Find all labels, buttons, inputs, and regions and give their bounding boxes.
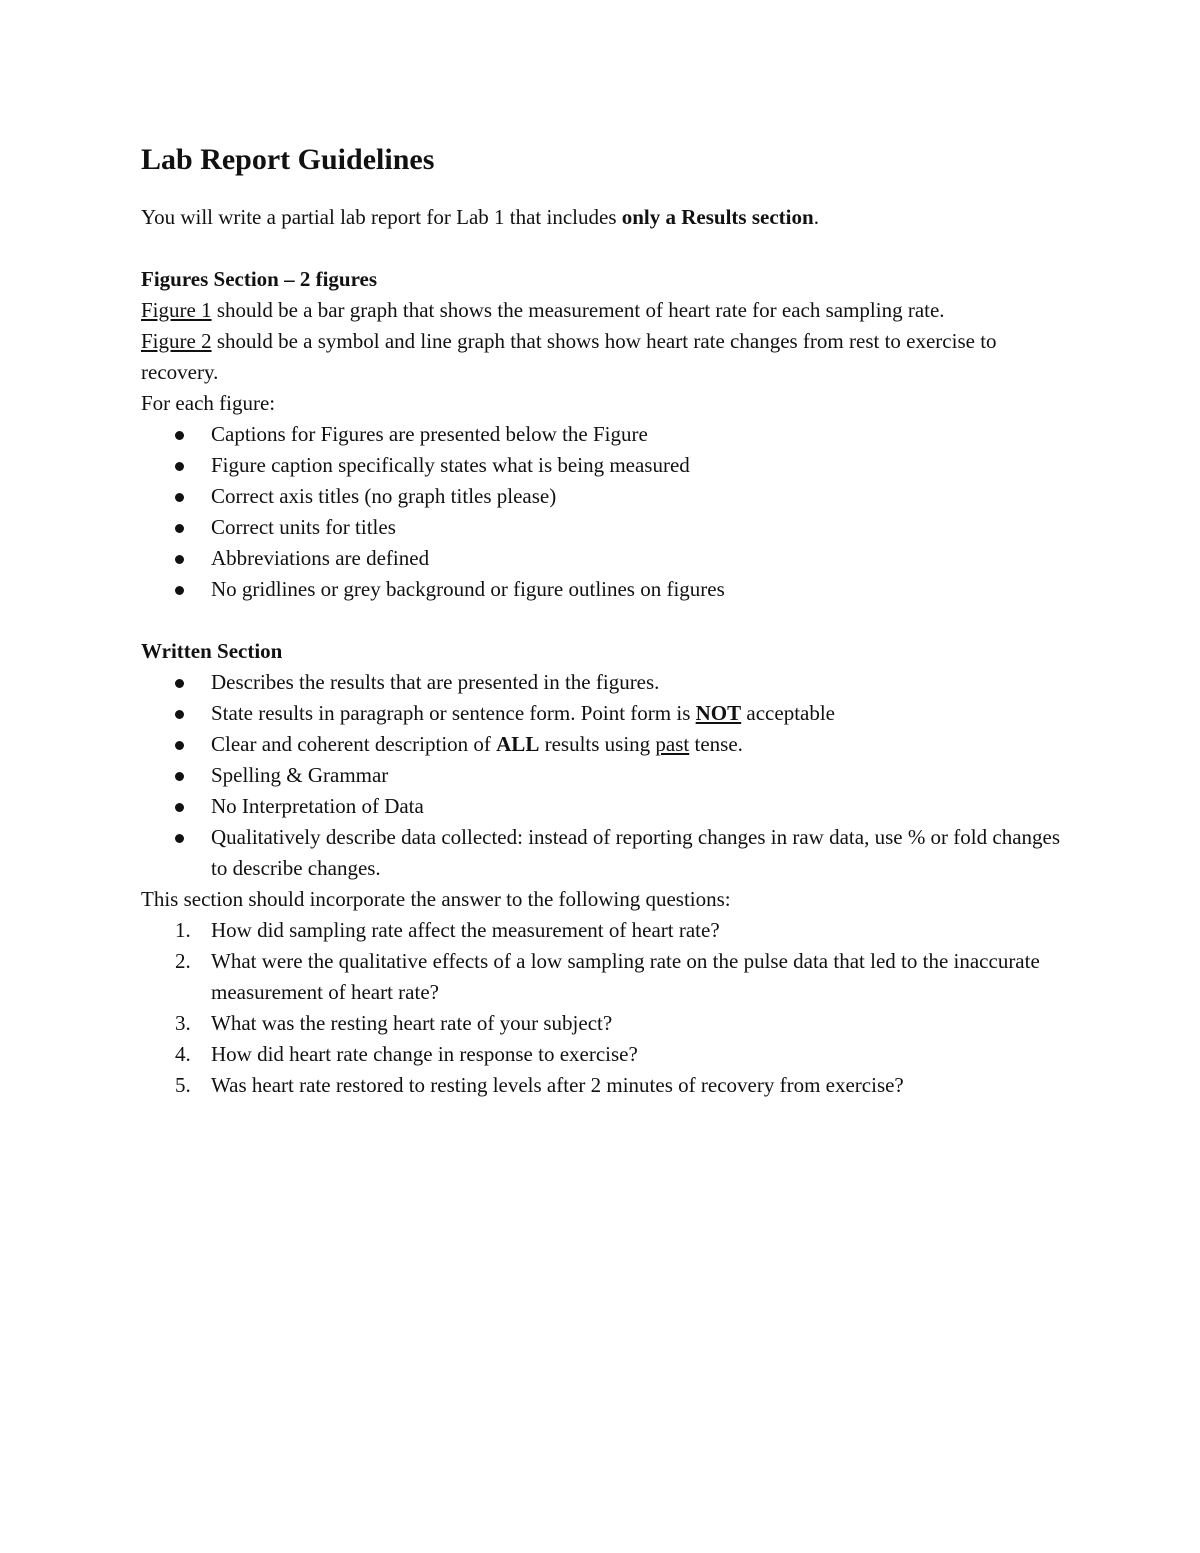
bullet-icon	[175, 803, 184, 812]
list-number: 1.	[175, 918, 191, 942]
intro-paragraph	[141, 202, 1061, 233]
figures-section-heading: Figures Section – 2 figures	[141, 267, 378, 291]
list-number: 3.	[175, 1011, 191, 1035]
list-item-text: What were the qualitative effects of a low sampling rate on the pulse data that led to the inaccurate measurement of heart rate?	[211, 949, 1040, 1004]
figure2-label: Figure 2	[141, 329, 212, 353]
list-item	[141, 915, 1061, 946]
list-item-text-end: tense.	[689, 732, 743, 756]
bullet-icon	[175, 493, 184, 502]
figure2-text: should be a symbol and line graph that shows how heart rate changes from rest to exercise to recovery.	[141, 329, 997, 384]
list-item	[141, 574, 1061, 605]
list-item	[141, 481, 1061, 512]
list-item-text: What was the resting heart rate of your subject?	[211, 1011, 613, 1035]
list-item-text: Was heart rate restored to resting levels after 2 minutes of recovery from exercise?	[211, 1073, 904, 1097]
figure1-text: should be a bar graph that shows the measurement of heart rate for each sampling rate.	[211, 298, 945, 322]
incorporate-questions-label: This section should incorporate the answer to the following questions:	[141, 887, 731, 911]
list-item-text-middle: results using	[539, 732, 656, 756]
written-requirements-list	[141, 667, 1061, 884]
list-item-text: Describes the results that are presented in the figures.	[211, 670, 660, 694]
intro-end: .	[813, 205, 819, 229]
bullet-icon	[175, 834, 184, 843]
list-item-text: Captions for Figures are presented below the Figure	[211, 422, 648, 446]
emphasis-past: past	[655, 732, 690, 756]
questions-list	[141, 915, 1061, 1101]
list-item	[141, 946, 1061, 1008]
list-item	[141, 1039, 1061, 1070]
list-item-text: Figure caption specifically states what is being measured	[211, 453, 690, 477]
bullet-icon	[175, 741, 184, 750]
list-item-text: Correct axis titles (no graph titles please)	[211, 484, 557, 508]
figure1-description	[141, 295, 1061, 326]
list-item	[141, 760, 1061, 791]
list-item-text: Abbreviations are defined	[211, 546, 430, 570]
bullet-icon	[175, 710, 184, 719]
figure-requirements-list	[141, 419, 1061, 605]
list-item	[141, 791, 1061, 822]
bullet-icon	[175, 772, 184, 781]
list-item-text-end: acceptable	[741, 701, 835, 725]
intro-bold-text: only a Results section	[621, 205, 814, 229]
list-item	[141, 667, 1061, 698]
bullet-icon	[175, 524, 184, 533]
bullet-icon	[175, 586, 184, 595]
figure1-label: Figure 1	[141, 298, 212, 322]
list-number: 4.	[175, 1042, 191, 1066]
list-item-text: How did heart rate change in response to exercise?	[211, 1042, 638, 1066]
list-item	[141, 543, 1061, 574]
list-item-text: Spelling & Grammar	[211, 763, 389, 787]
for-each-figure-label: For each figure:	[141, 391, 276, 415]
list-item-text: State results in paragraph or sentence form. Point form is	[211, 701, 696, 725]
list-item-text: Correct units for titles	[211, 515, 396, 539]
emphasis-all: ALL	[496, 732, 540, 756]
bullet-icon	[175, 679, 184, 688]
list-item	[141, 729, 1061, 760]
intro-text: You will write a partial lab report for Lab 1 that includes	[141, 205, 622, 229]
emphasis-not: NOT	[695, 701, 742, 725]
list-number: 2.	[175, 949, 191, 973]
list-item	[141, 1008, 1061, 1039]
list-item	[141, 1070, 1061, 1101]
list-item	[141, 512, 1061, 543]
list-number: 5.	[175, 1073, 191, 1097]
list-item	[141, 698, 1061, 729]
list-item	[141, 419, 1061, 450]
list-item	[141, 450, 1061, 481]
list-item-text: No gridlines or grey background or figure outlines on figures	[211, 577, 725, 601]
figure2-description	[141, 326, 1061, 388]
bullet-icon	[175, 462, 184, 471]
bullet-icon	[175, 555, 184, 564]
list-item-text: Clear and coherent description of	[211, 732, 497, 756]
page-title: Lab Report Guidelines	[141, 143, 435, 176]
list-item	[141, 822, 1061, 884]
list-item-text: No Interpretation of Data	[211, 794, 424, 818]
written-section-heading: Written Section	[141, 639, 283, 663]
bullet-icon	[175, 431, 184, 440]
document-page	[141, 138, 1061, 1101]
list-item-text: Qualitatively describe data collected: instead of reporting changes in raw data, use % or fold changes to describe changes.	[211, 825, 1061, 880]
list-item-text: How did sampling rate affect the measurement of heart rate?	[211, 918, 720, 942]
